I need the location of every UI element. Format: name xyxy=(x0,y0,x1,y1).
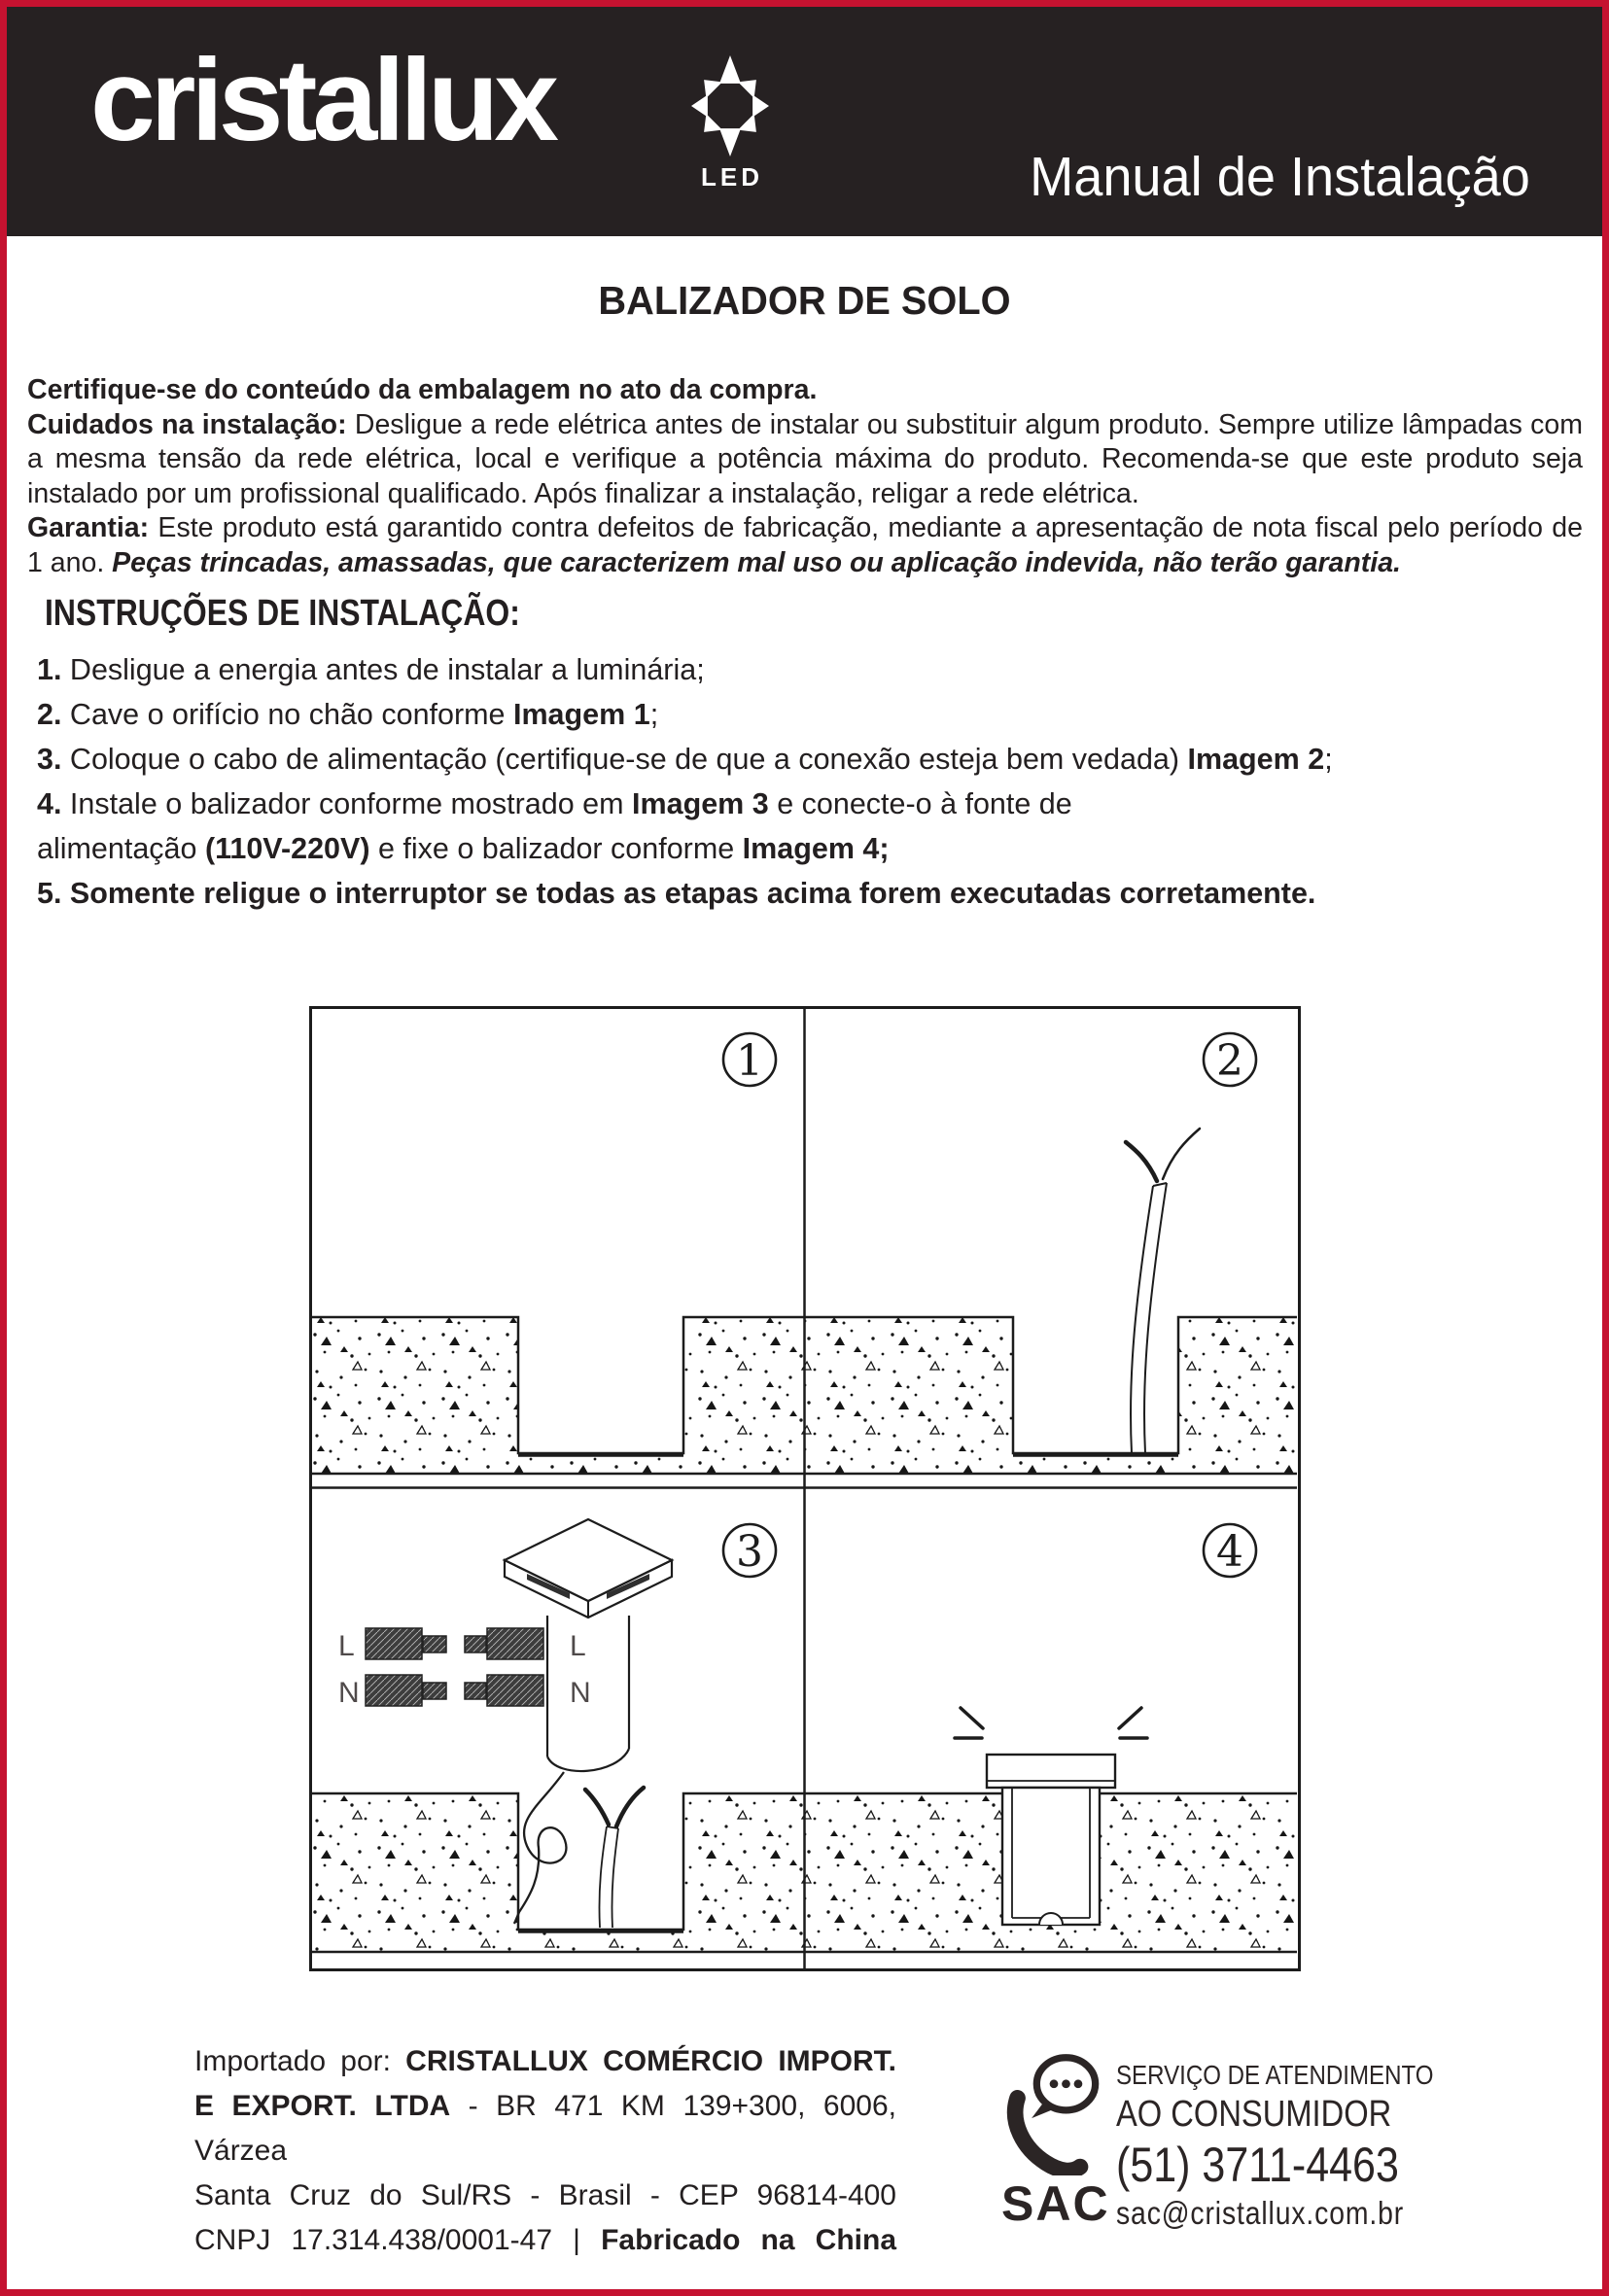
instructions-heading: INSTRUÇÕES DE INSTALAÇÃO: xyxy=(45,593,520,634)
importer-line: CNPJ 17.314.438/0001-47 | Fabricado na China xyxy=(194,2224,896,2256)
importer-line: Santa Cruz do Sul/RS - Brasil - CEP 96814-400 xyxy=(194,2179,896,2211)
figure-3-fixture xyxy=(505,1519,672,1924)
care-text: Desligue a rede elétrica antes de instalar ou substituir algum produto. Sempre utilize lâmpadas com a mesma tensão da rede elétrica, local e verifique a potência máxima do produto. Recomenda-se que este produto seja instalado por um profissional qualificado. Após finalizar a instalação, religar a rede elétrica. xyxy=(27,408,1583,509)
brand-led-label: LED xyxy=(701,162,763,191)
wire-label-l-right: L xyxy=(570,1630,586,1662)
installation-diagram xyxy=(309,1006,1301,1971)
instruction-step: 2. Cave o orifício no chão conforme Imagem 1; xyxy=(37,698,659,731)
warranty-italic: Peças trincadas, amassadas, que caracterizem mal uso ou aplicação indevida, não terão garantia. xyxy=(112,546,1401,578)
page-title: BALIZADOR DE SOLO xyxy=(598,278,1011,323)
instruction-step: 5. Somente religue o interruptor se todas as etapas acima forem executadas corretamente. xyxy=(37,877,1316,910)
warranty-label: Garantia: xyxy=(27,512,150,543)
sac-service-line2: AO CONSUMIDOR xyxy=(1116,2094,1392,2135)
sac-contact-block xyxy=(1116,2059,1486,2234)
figure-1-number: 1 xyxy=(736,1035,763,1086)
sac-phone-number: (51) 3711-4463 xyxy=(1116,2138,1399,2192)
sac-service-line1: SERVIÇO DE ATENDIMENTO xyxy=(1116,2060,1434,2090)
importer-line: E EXPORT. LTDA - BR 471 KM 139+300, 6006, Várzea xyxy=(194,2090,896,2167)
instruction-step: 4. Instale o balizador conforme mostrado em Imagem 3 e conecte-o à fonte de alimentação (110V-220V) e fixe o balizador conforme Imagem 4; xyxy=(37,787,1072,865)
care-label: Cuidados na instalação: xyxy=(27,408,347,440)
warranty-text: Este produto está garantido contra defeitos de fabricação, mediante a apresentação de nota fiscal pelo período de 1 ano. xyxy=(27,512,1583,578)
manual-title: Manual de Instalação xyxy=(1030,146,1530,208)
figure-3-number: 3 xyxy=(736,1526,763,1577)
figure-2-number: 2 xyxy=(1216,1035,1243,1086)
importer-line: Importado por: CRISTALLUX COMÉRCIO IMPORT. xyxy=(194,2045,897,2077)
brand-star-icon xyxy=(687,53,773,158)
figure-4-number: 4 xyxy=(1216,1526,1243,1577)
header-bar xyxy=(7,7,1602,236)
wire-connectors xyxy=(338,1628,591,1709)
importer-info xyxy=(194,2039,896,2263)
sac-phone-icon xyxy=(1003,2053,1104,2175)
instruction-step: 3. Coloque o cabo de alimentação (certifique-se de que a conexão esteja bem vedada) Imagem 2; xyxy=(37,743,1333,776)
figure-3-hole-cable xyxy=(585,1788,644,1928)
figure-badges xyxy=(723,1033,1256,1577)
wire-label-n-left: N xyxy=(338,1677,360,1709)
wire-label-l-left: L xyxy=(338,1630,355,1662)
sac-email: sac@cristallux.com.br xyxy=(1116,2195,1405,2231)
sac-label: SAC xyxy=(1001,2176,1110,2231)
intro-check-line: Certifique-se do conteúdo da embalagem no ato da compra. xyxy=(27,374,818,405)
instruction-step: 1. Desligue a energia antes de instalar a luminária; xyxy=(37,653,705,686)
intro-paragraph xyxy=(27,373,1583,580)
brand-logo-text: cristallux xyxy=(90,35,554,165)
instruction-steps xyxy=(37,647,1581,916)
wire-label-n-right: N xyxy=(570,1677,591,1709)
